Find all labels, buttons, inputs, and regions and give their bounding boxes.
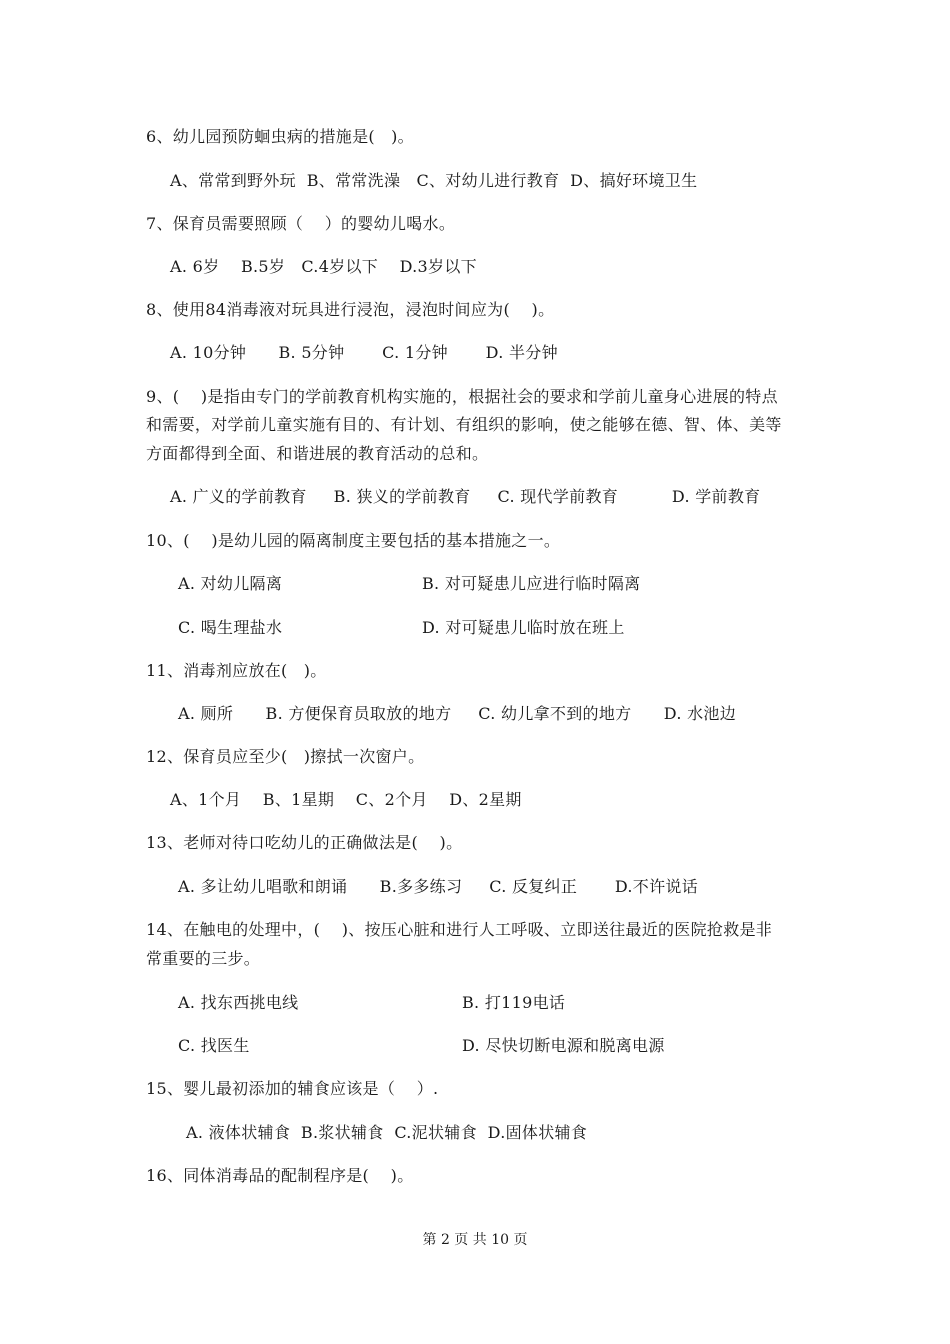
question-stem: 10、( )是幼儿园的隔离制度主要包括的基本措施之一。 bbox=[146, 531, 561, 550]
question-options: A、常常到野外玩 B、常常洗澡 C、对幼儿进行教育 D、搞好环境卫生 bbox=[170, 171, 698, 190]
question-stem: 7、保育员需要照顾（ ）的婴幼儿喝水。 bbox=[146, 214, 456, 233]
question-stem: 15、婴儿最初添加的辅食应该是（ ）. bbox=[146, 1079, 439, 1098]
question-stem: 16、同体消毒品的配制程序是( )。 bbox=[146, 1166, 414, 1185]
question-options: A. 10分钟 B. 5分钟 C. 1分钟 D. 半分钟 bbox=[170, 343, 558, 362]
page-number-footer: 第 2 页 共 10 页 bbox=[422, 1232, 528, 1248]
question-stem-continued: 常重要的三步。 bbox=[146, 949, 261, 968]
option-d: D. 对可疑患儿临时放在班上 bbox=[422, 618, 625, 637]
question-stem: 6、幼儿园预防蛔虫病的措施是( )。 bbox=[146, 127, 414, 146]
option-a: A. 找东西挑电线 bbox=[178, 993, 299, 1012]
option-c: C. 喝生理盐水 bbox=[178, 618, 283, 637]
question-stem: 11、消毒剂应放在( )。 bbox=[146, 661, 327, 680]
question-stem: 14、在触电的处理中，( )、按压心脏和进行人工呼吸、立即送往最近的医院抢救是非 bbox=[146, 920, 773, 939]
question-stem-continued: 和需要，对学前儿童实施有目的、有计划、有组织的影响，使之能够在德、智、体、美等 bbox=[146, 415, 782, 434]
question-stem: 8、使用84消毒液对玩具进行浸泡，浸泡时间应为( )。 bbox=[146, 300, 555, 319]
question-options: A. 6岁 B.5岁 C.4岁以下 D.3岁以下 bbox=[170, 257, 477, 276]
question-options: A、1个月 B、1星期 C、2个月 D、2星期 bbox=[170, 790, 522, 809]
option-b: B. 打119电话 bbox=[462, 993, 566, 1012]
option-b: B. 对可疑患儿应进行临时隔离 bbox=[422, 574, 641, 593]
question-stem: 12、保育员应至少( )擦拭一次窗户。 bbox=[146, 747, 425, 766]
question-stem: 13、老师对待口吃幼儿的正确做法是( )。 bbox=[146, 833, 463, 852]
question-options: A. 多让幼儿唱歌和朗诵 B.多多练习 C. 反复纠正 D.不许说话 bbox=[178, 877, 699, 896]
question-stem: 9、( )是指由专门的学前教育机构实施的，根据社会的要求和学前儿童身心进展的特点 bbox=[146, 387, 778, 406]
option-d: D. 尽快切断电源和脱离电源 bbox=[462, 1036, 665, 1055]
question-options: A. 液体状辅食 B.浆状辅食 C.泥状辅食 D.固体状辅食 bbox=[186, 1123, 588, 1142]
question-options: A. 广义的学前教育 B. 狭义的学前教育 C. 现代学前教育 D. 学前教育 bbox=[170, 487, 761, 506]
option-c: C. 找医生 bbox=[178, 1036, 250, 1055]
question-stem-continued: 方面都得到全面、和谐进展的教育活动的总和。 bbox=[146, 444, 489, 463]
option-a: A. 对幼儿隔离 bbox=[178, 574, 283, 593]
question-options: A. 厕所 B. 方便保育员取放的地方 C. 幼儿拿不到的地方 D. 水池边 bbox=[178, 704, 736, 723]
